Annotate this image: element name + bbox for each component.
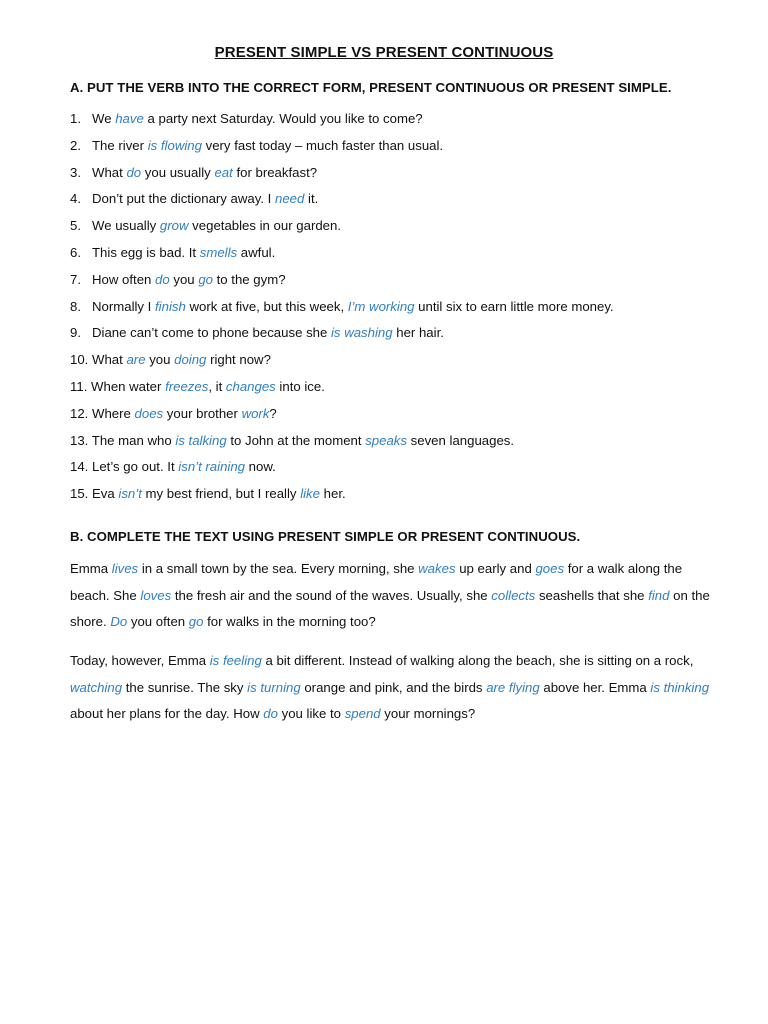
answer-text: grow — [159, 218, 189, 234]
answer-text: speaks — [365, 432, 407, 448]
sentence-text: you — [145, 352, 175, 368]
answer-text: do — [263, 706, 278, 722]
exercise-item — [70, 459, 730, 486]
sentence-text: seashells that she — [535, 587, 649, 603]
sentence-text: very fast today – much faster than usual. — [201, 137, 444, 153]
sentence-text: it. — [304, 191, 319, 207]
sentence-text: the fresh air and the sound of the waves. Usually, she — [171, 587, 492, 603]
exercise-number: 8. — [70, 298, 81, 314]
sentence-text: , it — [208, 378, 226, 394]
exercise-item — [70, 325, 730, 352]
sentence-text: the sunrise. The sky — [122, 679, 248, 695]
answer-text: is washing — [331, 325, 393, 341]
text-paragraph-1 — [70, 556, 720, 636]
sentence-text: What — [92, 352, 127, 368]
sentence-text: now. — [245, 459, 276, 475]
sentence-text: into ice. — [275, 378, 325, 394]
sentence-text: a bit different. Instead of walking along the beach, she is sitting on a rock, — [261, 653, 694, 668]
answer-text: is thinking — [650, 679, 710, 695]
sentence-text: your mornings? — [380, 706, 476, 722]
answer-text: is flowing — [147, 137, 202, 153]
exercise-number: 6. — [70, 244, 81, 260]
exercise-number: 3. — [70, 164, 81, 180]
answer-text: goes — [535, 561, 565, 576]
exercise-item — [70, 111, 730, 138]
sentence-text: her hair. — [392, 325, 444, 341]
exercise-number: 15. — [70, 486, 89, 502]
sentence-text: for breakfast? — [232, 164, 318, 180]
sentence-text: you like to — [277, 706, 345, 722]
answer-text: watching — [70, 679, 123, 695]
sentence-text: What — [92, 164, 127, 180]
answer-text: I’m working — [347, 298, 415, 314]
answer-text: lives — [111, 561, 139, 576]
answer-text: need — [275, 191, 305, 207]
sentence-text: Diane can’t come to phone because she — [92, 325, 331, 341]
section-b-heading: B. COMPLETE THE TEXT USING PRESENT SIMPLE OR PRESENT CONTINUOUS. — [70, 529, 581, 544]
answer-text: doing — [174, 352, 207, 368]
answer-text: loves — [140, 587, 172, 603]
sentence-text: up early and — [455, 561, 536, 576]
sentence-text: How often — [92, 271, 156, 287]
exercise-item — [70, 352, 730, 379]
sentence-text: Normally I — [92, 298, 156, 314]
sentence-text: in a small town by the sea. Every morning, she — [138, 561, 419, 576]
sentence-text: The river — [92, 137, 148, 153]
answer-text: changes — [225, 378, 276, 394]
exercise-item — [70, 191, 730, 218]
exercise-item — [70, 218, 730, 245]
sentence-text: Let’s go out. It — [92, 459, 179, 475]
exercise-number: 10. — [70, 352, 89, 368]
sentence-text: Today, however, Emma — [70, 653, 210, 668]
sentence-text: work at five, but this week, — [185, 298, 348, 314]
sentence-text: Emma — [70, 561, 112, 576]
answer-text: work — [241, 405, 270, 421]
exercise-item — [70, 433, 730, 460]
answer-text: is feeling — [209, 653, 262, 668]
sentence-text: you often — [127, 614, 189, 630]
sentence-text: for a walk along the beach. She — [70, 561, 683, 603]
sentence-text: Where — [92, 405, 135, 421]
sentence-text: This egg is bad. It — [92, 244, 200, 260]
answer-text: spend — [344, 706, 381, 722]
sentence-text: for walks in the morning too? — [203, 614, 376, 630]
exercise-item — [70, 138, 730, 165]
sentence-text: seven languages. — [407, 432, 515, 448]
sentence-text: to the gym? — [212, 271, 286, 287]
exercise-number: 13. — [70, 432, 89, 448]
exercise-number: 9. — [70, 325, 81, 341]
answer-text: do — [126, 164, 142, 180]
answer-text: are flying — [486, 679, 540, 695]
sentence-text: awful. — [237, 244, 276, 260]
exercise-item — [70, 486, 730, 513]
answer-text: like — [300, 486, 320, 502]
answer-text: is talking — [175, 432, 227, 448]
sentence-text: you — [169, 271, 199, 287]
exercise-number: 1. — [70, 111, 81, 126]
sentence-text: my best friend, but I really — [141, 486, 301, 502]
exercise-item — [70, 272, 730, 299]
answer-text: is turning — [247, 679, 301, 695]
answer-text: do — [155, 271, 170, 287]
exercise-number: 4. — [70, 191, 81, 207]
sentence-text: your brother — [163, 405, 242, 421]
answer-text: finish — [155, 298, 186, 314]
answer-text: collects — [491, 587, 536, 603]
exercise-item — [70, 406, 730, 433]
answer-text: find — [648, 587, 670, 603]
sentence-text: on the shore. — [70, 587, 710, 630]
sentence-text: a party next Saturday. Would you like to come? — [143, 111, 423, 126]
sentence-text: about her plans for the day. How — [70, 706, 264, 722]
sentence-text: We — [92, 111, 116, 126]
answer-text: Do — [110, 614, 128, 630]
answer-text: eat — [214, 164, 233, 180]
exercise-list — [70, 111, 730, 513]
sentence-text: The man who — [91, 432, 176, 448]
sentence-text: When water — [91, 378, 166, 394]
sentence-text: vegetables in our garden. — [188, 218, 342, 234]
answer-text: wakes — [418, 561, 456, 576]
answer-text: are — [126, 352, 146, 368]
exercise-number: 5. — [70, 218, 81, 234]
answer-text: isn’t raining — [178, 459, 246, 475]
sentence-text: We usually — [92, 218, 160, 234]
sentence-text: ? — [269, 405, 277, 421]
answer-text: smells — [199, 244, 238, 260]
sentence-text: Don’t put the dictionary away. I — [92, 191, 276, 207]
exercise-number: 7. — [70, 271, 81, 287]
sentence-text: to John at the moment — [226, 432, 366, 448]
answer-text: does — [134, 405, 164, 421]
exercise-number: 12. — [70, 405, 89, 421]
sentence-text: until six to earn little more money. — [414, 298, 614, 314]
sentence-text: orange and pink, and the birds — [300, 679, 487, 695]
answer-text: freezes — [165, 378, 209, 394]
page-title: PRESENT SIMPLE VS PRESENT CONTINUOUS — [214, 44, 554, 61]
exercise-number: 11. — [70, 378, 88, 394]
sentence-text: you usually — [141, 164, 215, 180]
section-a-heading: A. PUT THE VERB INTO THE CORRECT FORM, PRESENT CONTINUOUS OR PRESENT SIMPLE. — [70, 80, 672, 95]
exercise-number: 2. — [70, 137, 81, 153]
answer-text: isn’t — [118, 486, 142, 502]
answer-text: go — [188, 614, 204, 630]
answer-text: go — [198, 271, 213, 287]
exercise-item — [70, 299, 730, 326]
sentence-text: her. — [319, 486, 346, 502]
sentence-text: Eva — [92, 486, 119, 502]
exercise-number: 14. — [70, 459, 89, 475]
answer-text: have — [115, 111, 144, 126]
exercise-item — [70, 379, 730, 406]
text-paragraph-2 — [70, 648, 720, 728]
sentence-text: right now? — [206, 352, 271, 368]
exercise-item — [70, 165, 730, 192]
sentence-text: above her. Emma — [539, 679, 651, 695]
exercise-item — [70, 245, 730, 272]
